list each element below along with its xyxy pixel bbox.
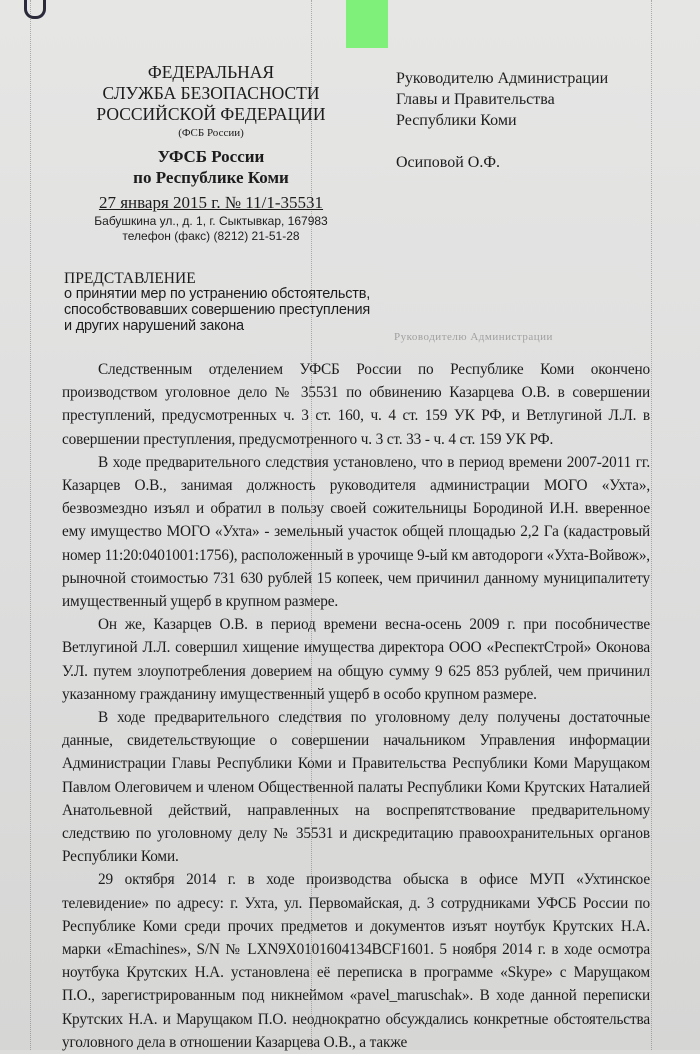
paragraph: Он же, Казарцев О.В. в период времени весна-осень 2009 г. при пособничестве Ветлугиной Л.Л. совершил хищение имущества директора ООО «РеспектСтрой» Оконова У.Л. путем злоупотребления доверием на общую сумму 9 625 853 рублей, чем причинил указанному гражданину имущественный ущерб в особо крупном размере. <box>62 616 650 703</box>
org-name-line-3: РОССИЙСКОЙ ФЕДЕРАЦИИ <box>96 104 326 124</box>
paperclip-icon <box>24 0 46 19</box>
paragraph: В ходе предварительного следствия установлено, что в период времени 2007-2011 гг. Казарцев О.В., занимая должность руководителя администрации МОГО «Ухта», безвозмездно изъял и обратил в пользу своей сожительницы Бородиной И.Н. вверенное ему имущество МОГО «Ухта» - земельный участок общей площадью 2,2 Га (кадастровый номер 11:20:0401001:1756), расположенный в урочище 9-ый км автодороги «Ухта-Войвож», рыночной стоимостью 731 630 рублей 15 копеек, чем причинил данному муниципалитету имущественный ущерб в крупном размере. <box>62 453 650 611</box>
document-body <box>62 358 650 1054</box>
org-abbreviation: (ФСБ России) <box>178 127 244 139</box>
dept-name-line-2: по Республике Коми <box>133 168 289 188</box>
document-subtitle-line-2: способствовавших совершению преступления <box>64 301 371 318</box>
recipient-block <box>396 69 686 174</box>
recipient-line-1: Руководителю Администрации <box>396 70 609 87</box>
recipient-name: Осиповой О.Ф. <box>396 154 500 172</box>
document-title: ПРЕДСТАВЛЕНИЕ <box>64 270 196 287</box>
sticky-note-tab <box>346 0 388 48</box>
paragraph: В ходе предварительного следствия по уголовному делу получены достаточные данные, свидетельствующие о совершении начальником Управления информации Администрации Главы Республики Коми и Правительства Республики Коми Марущаком Павлом Олеговичем и членом Общественной палаты Республики Коми Крутских Наталией Анатольевной действий, направленных на воспрепятствование предварительному следствию по уголовному делу № 35531 и дискредитацию правоохранительных органов Республики Коми. <box>62 709 650 866</box>
recipient-line-3: Республики Коми <box>396 111 517 129</box>
document-subtitle-line-3: и других нарушений закона <box>64 317 244 334</box>
date-and-number: 27 января 2015 г. № 11/1-35531 <box>98 192 324 212</box>
document-subtitle-line-1: о принятии мер по устранению обстоятельств, <box>64 286 371 303</box>
org-name-line-1: ФЕДЕРАЛЬНАЯ <box>147 62 275 82</box>
scan-artifact-line <box>30 0 31 1050</box>
address: Бабушкина ул., д. 1, г. Сыктывкар, 167983 <box>94 214 328 229</box>
document-title-block <box>64 270 394 335</box>
paragraph: Следственным отделением УФСБ России по Республике Коми окончено производством уголовное дело № 35531 по обвинению Казарцева О.В. в совершении преступлений, предусмотренных ч. 3 ст. 160, ч. 4 ст. 159 УК РФ, и Ветлугиной Л.Л. в совершении преступления, предусмотренного ч. 3 ст. 33 - ч. 4 ст. 159 УК РФ. <box>62 361 650 448</box>
dept-name-line-1: УФСБ России <box>157 147 265 167</box>
recipient-line-2: Главы и Правительства <box>396 90 555 108</box>
org-name-line-2: СЛУЖБА БЕЗОПАСНОСТИ <box>102 83 320 103</box>
bleed-through-text: Руководителю Администрации <box>394 331 553 343</box>
letterhead <box>76 62 346 244</box>
phone: телефон (факс) (8212) 21-51-28 <box>122 229 300 244</box>
paragraph: 29 октября 2014 г. в ходе производства обыска в офисе МУП «Ухтинское телевидение» по адресу: г. Ухта, ул. Первомайская, д. 3 сотрудниками УФСБ России по Республике Коми среди прочих предметов и документов изъят ноутбук Крутских Н.А. марки «Emachines», S/N № LXN9X0101604134BCF1601. 5 ноября 2014 г. в ходе осмотра ноутбука Крутских Н.А. установлена её переписка в программе «Skype» с Марущаком П.О., зарегистрированным под никнеймом «pavel_maruschak». В ходе данной переписки Крутских Н.А. и Марущаком П.О. неоднократно обсуждались конкретные обстоятельства уголовного дела в отношении Казарцева О.В., а также <box>62 871 650 1051</box>
